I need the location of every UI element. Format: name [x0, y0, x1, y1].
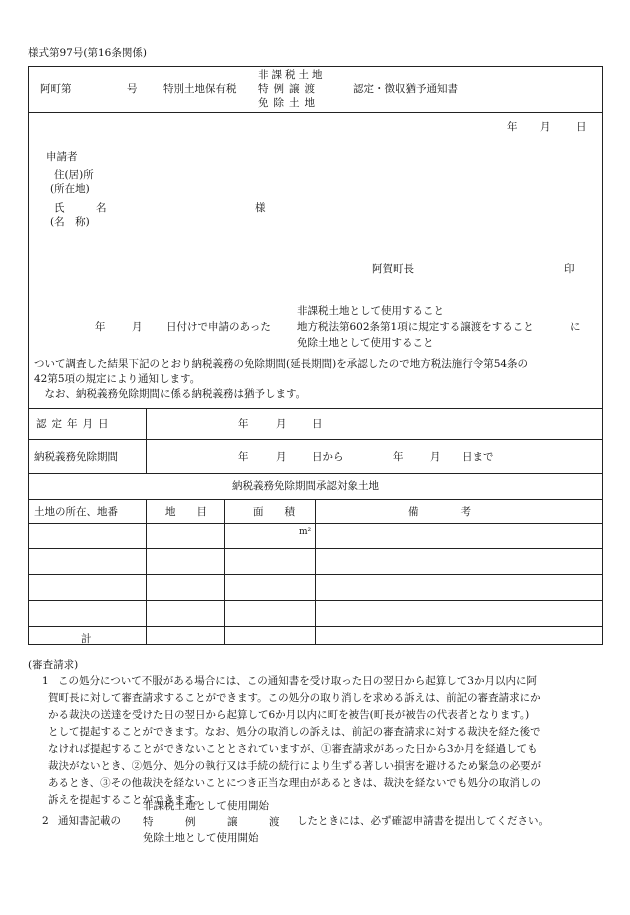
- honorific-sama: 様: [255, 202, 266, 214]
- note-1-line: 賀町長に対して審査請求することができます。この処分の取り消しを求める訴えは、前記の審査請求にか: [48, 692, 541, 704]
- col-header-land-type: 地 目: [165, 506, 207, 518]
- col-header-location: 土地の所在、地番: [34, 506, 118, 518]
- land-table-title: 納税義務免除期間承認対象土地: [232, 480, 379, 492]
- table-row: [28, 523, 603, 524]
- particle-ni: に: [570, 321, 581, 333]
- note-2-option-3: 免除土地として使用開始: [143, 832, 259, 844]
- nintei-year: 年: [238, 418, 249, 430]
- row-divider: [28, 473, 603, 474]
- reason-2: 地方税法第602条第1項に規定する譲渡をすること: [297, 321, 534, 333]
- name-label: 氏 名: [54, 202, 107, 214]
- note-2-number: 2: [42, 815, 49, 827]
- address-label: 住(居)所: [54, 169, 94, 181]
- option-menjo: 免除土地: [258, 97, 320, 109]
- note-1-line: として提起することができます。なお、処分の取消しの訴えは、前記の審査請求に対する裁決を経た後で: [48, 726, 541, 738]
- row-divider: [28, 408, 603, 409]
- issuer-name: 阿賀町長: [372, 263, 414, 275]
- note-2-option-2: 特 例 譲 渡: [143, 816, 280, 828]
- period-to: 日まで: [462, 451, 494, 463]
- note-1-line: 裁決がないとき、②処分、処分の執行又は手続の続行により生ずる著しい損害を避けるため緊急の必要が: [48, 760, 542, 772]
- app-text: 日付けで申請のあった: [166, 321, 271, 333]
- option-hikazei: 非課税土地: [258, 69, 326, 81]
- note-2-label: 通知書記載の: [58, 815, 121, 827]
- period-year-1: 年: [238, 451, 249, 463]
- date-day: 日: [576, 121, 587, 133]
- note-1-line: この処分について不服がある場合には、この通知書を受け取った日の翌日から起算して3か月以内に阿: [58, 675, 537, 687]
- period-month-1: 月: [276, 451, 287, 463]
- table-row: [28, 600, 603, 601]
- header-divider: [28, 112, 603, 113]
- address-sub-label: (所在地): [50, 183, 90, 195]
- note-1-line: あるとき、③その他裁決を経ないことにつき正当な理由があるときは、裁決を経ないでも処分の取消しの: [48, 777, 541, 789]
- period-month-2: 月: [430, 451, 441, 463]
- reason-3: 免除土地として使用すること: [297, 337, 434, 349]
- nintei-day: 日: [312, 418, 323, 430]
- row-divider: [28, 439, 603, 440]
- document-title: 認定・徴収猶予通知書: [353, 83, 458, 95]
- number-suffix: 号: [127, 83, 138, 95]
- table-row: [28, 548, 603, 549]
- body-line-3: なお、納税義務免除期間に係る納税義務は猶予します。: [34, 388, 307, 400]
- table-row: [28, 574, 603, 575]
- town-number-prefix: 阿町第: [40, 83, 72, 95]
- table-row: [28, 626, 603, 627]
- body-line-2: 42第5項の規定により通知します。: [34, 373, 201, 385]
- note-1-line: かる裁決の送達を受けた日の翌日から起算して6か月以内に町を被告(町長が被告の代表者となります。): [48, 709, 530, 721]
- nintei-date-label: 認定年月日: [36, 418, 114, 430]
- date-year: 年: [507, 121, 518, 133]
- table-column-line: [315, 499, 316, 645]
- col-header-area: 面 積: [253, 506, 295, 518]
- tax-name: 特別土地保有税: [163, 83, 237, 95]
- note-2-tail: したときには、必ず確認申請書を提出してください。: [297, 815, 549, 827]
- note-2-option-1: 非課税土地として使用開始: [143, 800, 269, 812]
- app-month: 月: [132, 321, 143, 333]
- period-year-2: 年: [393, 451, 404, 463]
- app-year: 年: [95, 321, 106, 333]
- notes-heading: (審査請求): [28, 659, 79, 671]
- form-number-label: 様式第97号(第16条関係): [28, 47, 147, 59]
- date-month: 月: [540, 121, 551, 133]
- seal-mark: 印: [564, 263, 575, 275]
- nintei-month: 月: [276, 418, 287, 430]
- total-label: 計: [81, 633, 92, 645]
- table-column-line: [146, 499, 147, 645]
- option-tokurei: 特例譲渡: [258, 83, 320, 95]
- name-sub-label: (名 称): [50, 216, 90, 228]
- note-1-line: なければ提起することができないこととされていますが、①審査請求があった日から3か月を経過しても: [48, 743, 538, 755]
- note-1-line: 訴えを提起することができます。: [48, 794, 205, 806]
- label-column-line: [146, 408, 147, 473]
- area-unit: m²: [299, 527, 312, 537]
- table-column-line: [224, 499, 225, 645]
- period-from: 日から: [312, 451, 344, 463]
- period-label: 納税義務免除期間: [34, 451, 118, 463]
- reason-1: 非課税土地として使用すること: [297, 305, 444, 317]
- note-1-number: 1: [42, 675, 49, 687]
- applicant-label: 申請者: [46, 151, 78, 163]
- col-header-remarks: 備 考: [408, 506, 471, 518]
- body-line-1: ついて調査した結果下記のとおり納税義務の免除期間(延長期間)を承認したので地方税法施行令第54条の: [34, 358, 529, 370]
